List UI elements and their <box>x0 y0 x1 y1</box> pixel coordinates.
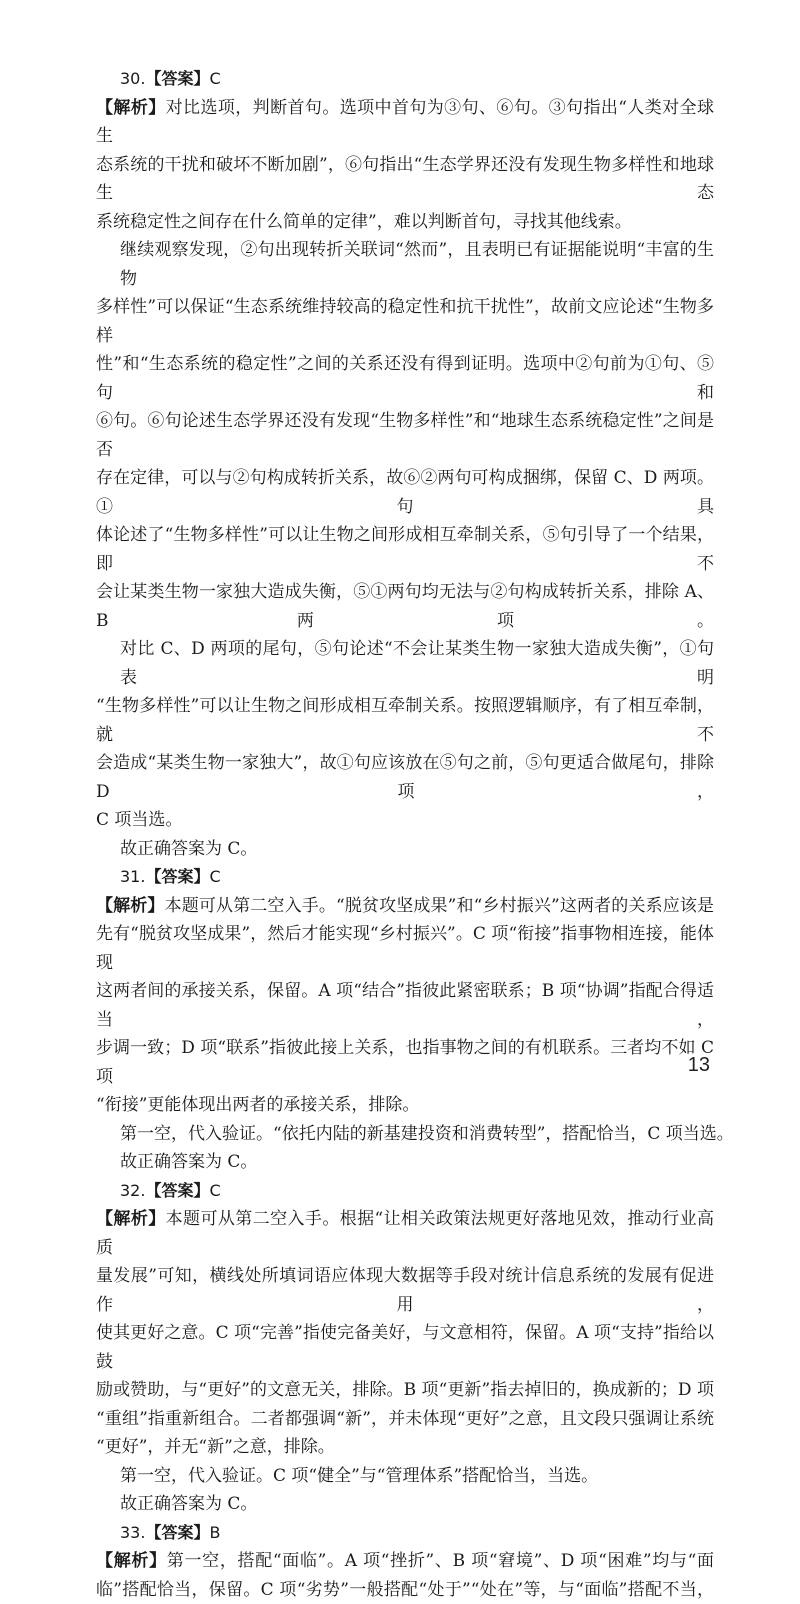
q30-line-12: 会造成“某类生物一家独大”，故①句应该放在⑤句之前，⑤句更适合做尾句，排除 D 项， <box>96 749 714 806</box>
answer-explanation-page <box>96 65 714 1604</box>
q32-answer: C <box>209 1181 220 1200</box>
q30-line-6: ⑥句。⑥句论述生态学界还没有发现“生物多样性”和“地球生态系统稳定性”之间是否 <box>96 407 714 464</box>
q30-line-4: 多样性”可以保证“生态系统维持较高的稳定性和抗干扰性”，故前文应论述“生物多样 <box>96 293 714 350</box>
q31-line-5: 第一空，代入验证。“依托内陆的新基建投资和消费转型”，搭配恰当，C 项当选。 <box>96 1120 714 1149</box>
q31-analysis-tag: 【解析】 <box>96 896 165 916</box>
q31-conclusion: 故正确答案为 C。 <box>96 1148 714 1177</box>
q33-number: 33. <box>120 1523 145 1542</box>
q32-line-6: 第一空，代入验证。C 项“健全”与“管理体系”搭配恰当，当选。 <box>96 1462 714 1491</box>
q32-answer-line <box>96 1177 714 1206</box>
q31-answer: C <box>209 867 220 886</box>
q33-answer-tag: 【答案】 <box>145 1523 209 1542</box>
q32-conclusion: 故正确答案为 C。 <box>96 1490 714 1519</box>
q31-answer-tag: 【答案】 <box>145 867 209 886</box>
q33-line-0: 【解析】第一空，搭配“面临”。A 项“挫折”、B 项“窘境”、D 项“困难”均与“面 <box>96 1547 714 1576</box>
page-number: 13 <box>688 1054 710 1077</box>
q31-answer-line <box>96 863 714 892</box>
q32-answer-tag: 【答案】 <box>145 1181 209 1200</box>
q33-line-1: 临”搭配恰当，保留。C 项“劣势”一般搭配“处于”“处在”等，与“面临”搭配不当， <box>96 1576 714 1604</box>
q32-line-2: 使其更好之意。C 项“完善”指使完备美好，与文意相符，保留。A 项“支持”指给以鼓 <box>96 1319 714 1376</box>
q30-line-1: 态系统的干扰和破坏不断加剧”，⑥句指出“生态学界还没有发现生物多样性和地球生态 <box>96 151 714 208</box>
q30-line-2: 系统稳定性之间存在什么简单的定律”，难以判断首句，寻找其他线索。 <box>96 208 714 237</box>
q33-answer: B <box>209 1523 220 1542</box>
q31-line-2: 这两者间的承接关系，保留。A 项“结合”指彼此紧密联系；B 项“协调”指配合得适当， <box>96 977 714 1034</box>
q30-line-8: 体论述了“生物多样性”可以让生物之间形成相互牵制关系，⑤句引导了一个结果，即不 <box>96 521 714 578</box>
q30-line-10: 对比 C、D 两项的尾句，⑤句论述“不会让某类生物一家独大造成失衡”，①句表明 <box>96 635 714 692</box>
q31-number: 31. <box>120 867 145 886</box>
q30-line-0: 【解析】对比选项，判断首句。选项中首句为③句、⑥句。③句指出“人类对全球生 <box>96 94 714 151</box>
q32-line-4: “重组”指重新组合。二者都强调“新”，并未体现“更好”之意，且文段只强调让系统 <box>96 1405 714 1434</box>
q32-line-3: 励或赞助，与“更好”的文意无关，排除。B 项“更新”指去掉旧的，换成新的；D 项 <box>96 1376 714 1405</box>
q30-line-3: 继续观察发现，②句出现转折关联词“然而”，且表明已有证据能说明“丰富的生物 <box>96 236 714 293</box>
q31-line-3: 步调一致；D 项“联系”指彼此接上关系，也指事物之间的有机联系。三者均不如 C 项 <box>96 1034 714 1091</box>
q32-analysis-tag: 【解析】 <box>96 1209 166 1229</box>
q30-line-11: “生物多样性”可以让生物之间形成相互牵制关系。按照逻辑顺序，有了相互牵制，就不 <box>96 692 714 749</box>
q30-answer-tag: 【答案】 <box>145 69 209 88</box>
q30-answer-line <box>96 65 714 94</box>
q32-line-0: 【解析】本题可从第二空入手。根据“让相关政策法规更好落地见效，推动行业高质 <box>96 1205 714 1262</box>
q30-line-13: C 项当选。 <box>96 806 714 835</box>
q30-line-7: 存在定律，可以与②句构成转折关系，故⑥②两句可构成捆绑，保留 C、D 两项。①句具 <box>96 464 714 521</box>
q30-conclusion: 故正确答案为 C。 <box>96 835 714 864</box>
q31-line-1: 先有“脱贫攻坚成果”，然后才能实现“乡村振兴”。C 项“衔接”指事物相连接，能体现 <box>96 920 714 977</box>
q30-line-9: 会让某类生物一家独大造成失衡，⑤①两句均无法与②句构成转折关系，排除 A、B 两项。 <box>96 578 714 635</box>
q30-line-5: 性”和“生态系统的稳定性”之间的关系还没有得到证明。选项中②句前为①句、⑤句和 <box>96 350 714 407</box>
q30-answer: C <box>209 69 220 88</box>
q31-line-0: 【解析】本题可从第二空入手。“脱贫攻坚成果”和“乡村振兴”这两者的关系应该是 <box>96 892 714 921</box>
q32-line-1: 量发展”可知，横线处所填词语应体现大数据等手段对统计信息系统的发展有促进作用， <box>96 1262 714 1319</box>
q31-line-4: “衔接”更能体现出两者的承接关系，排除。 <box>96 1091 714 1120</box>
q30-number: 30. <box>120 69 145 88</box>
q30-analysis-tag: 【解析】 <box>96 98 166 118</box>
q33-answer-line <box>96 1519 714 1548</box>
q32-number: 32. <box>120 1181 145 1200</box>
q32-line-5: “更好”，并无“新”之意，排除。 <box>96 1433 714 1462</box>
q33-analysis-tag: 【解析】 <box>96 1551 167 1571</box>
